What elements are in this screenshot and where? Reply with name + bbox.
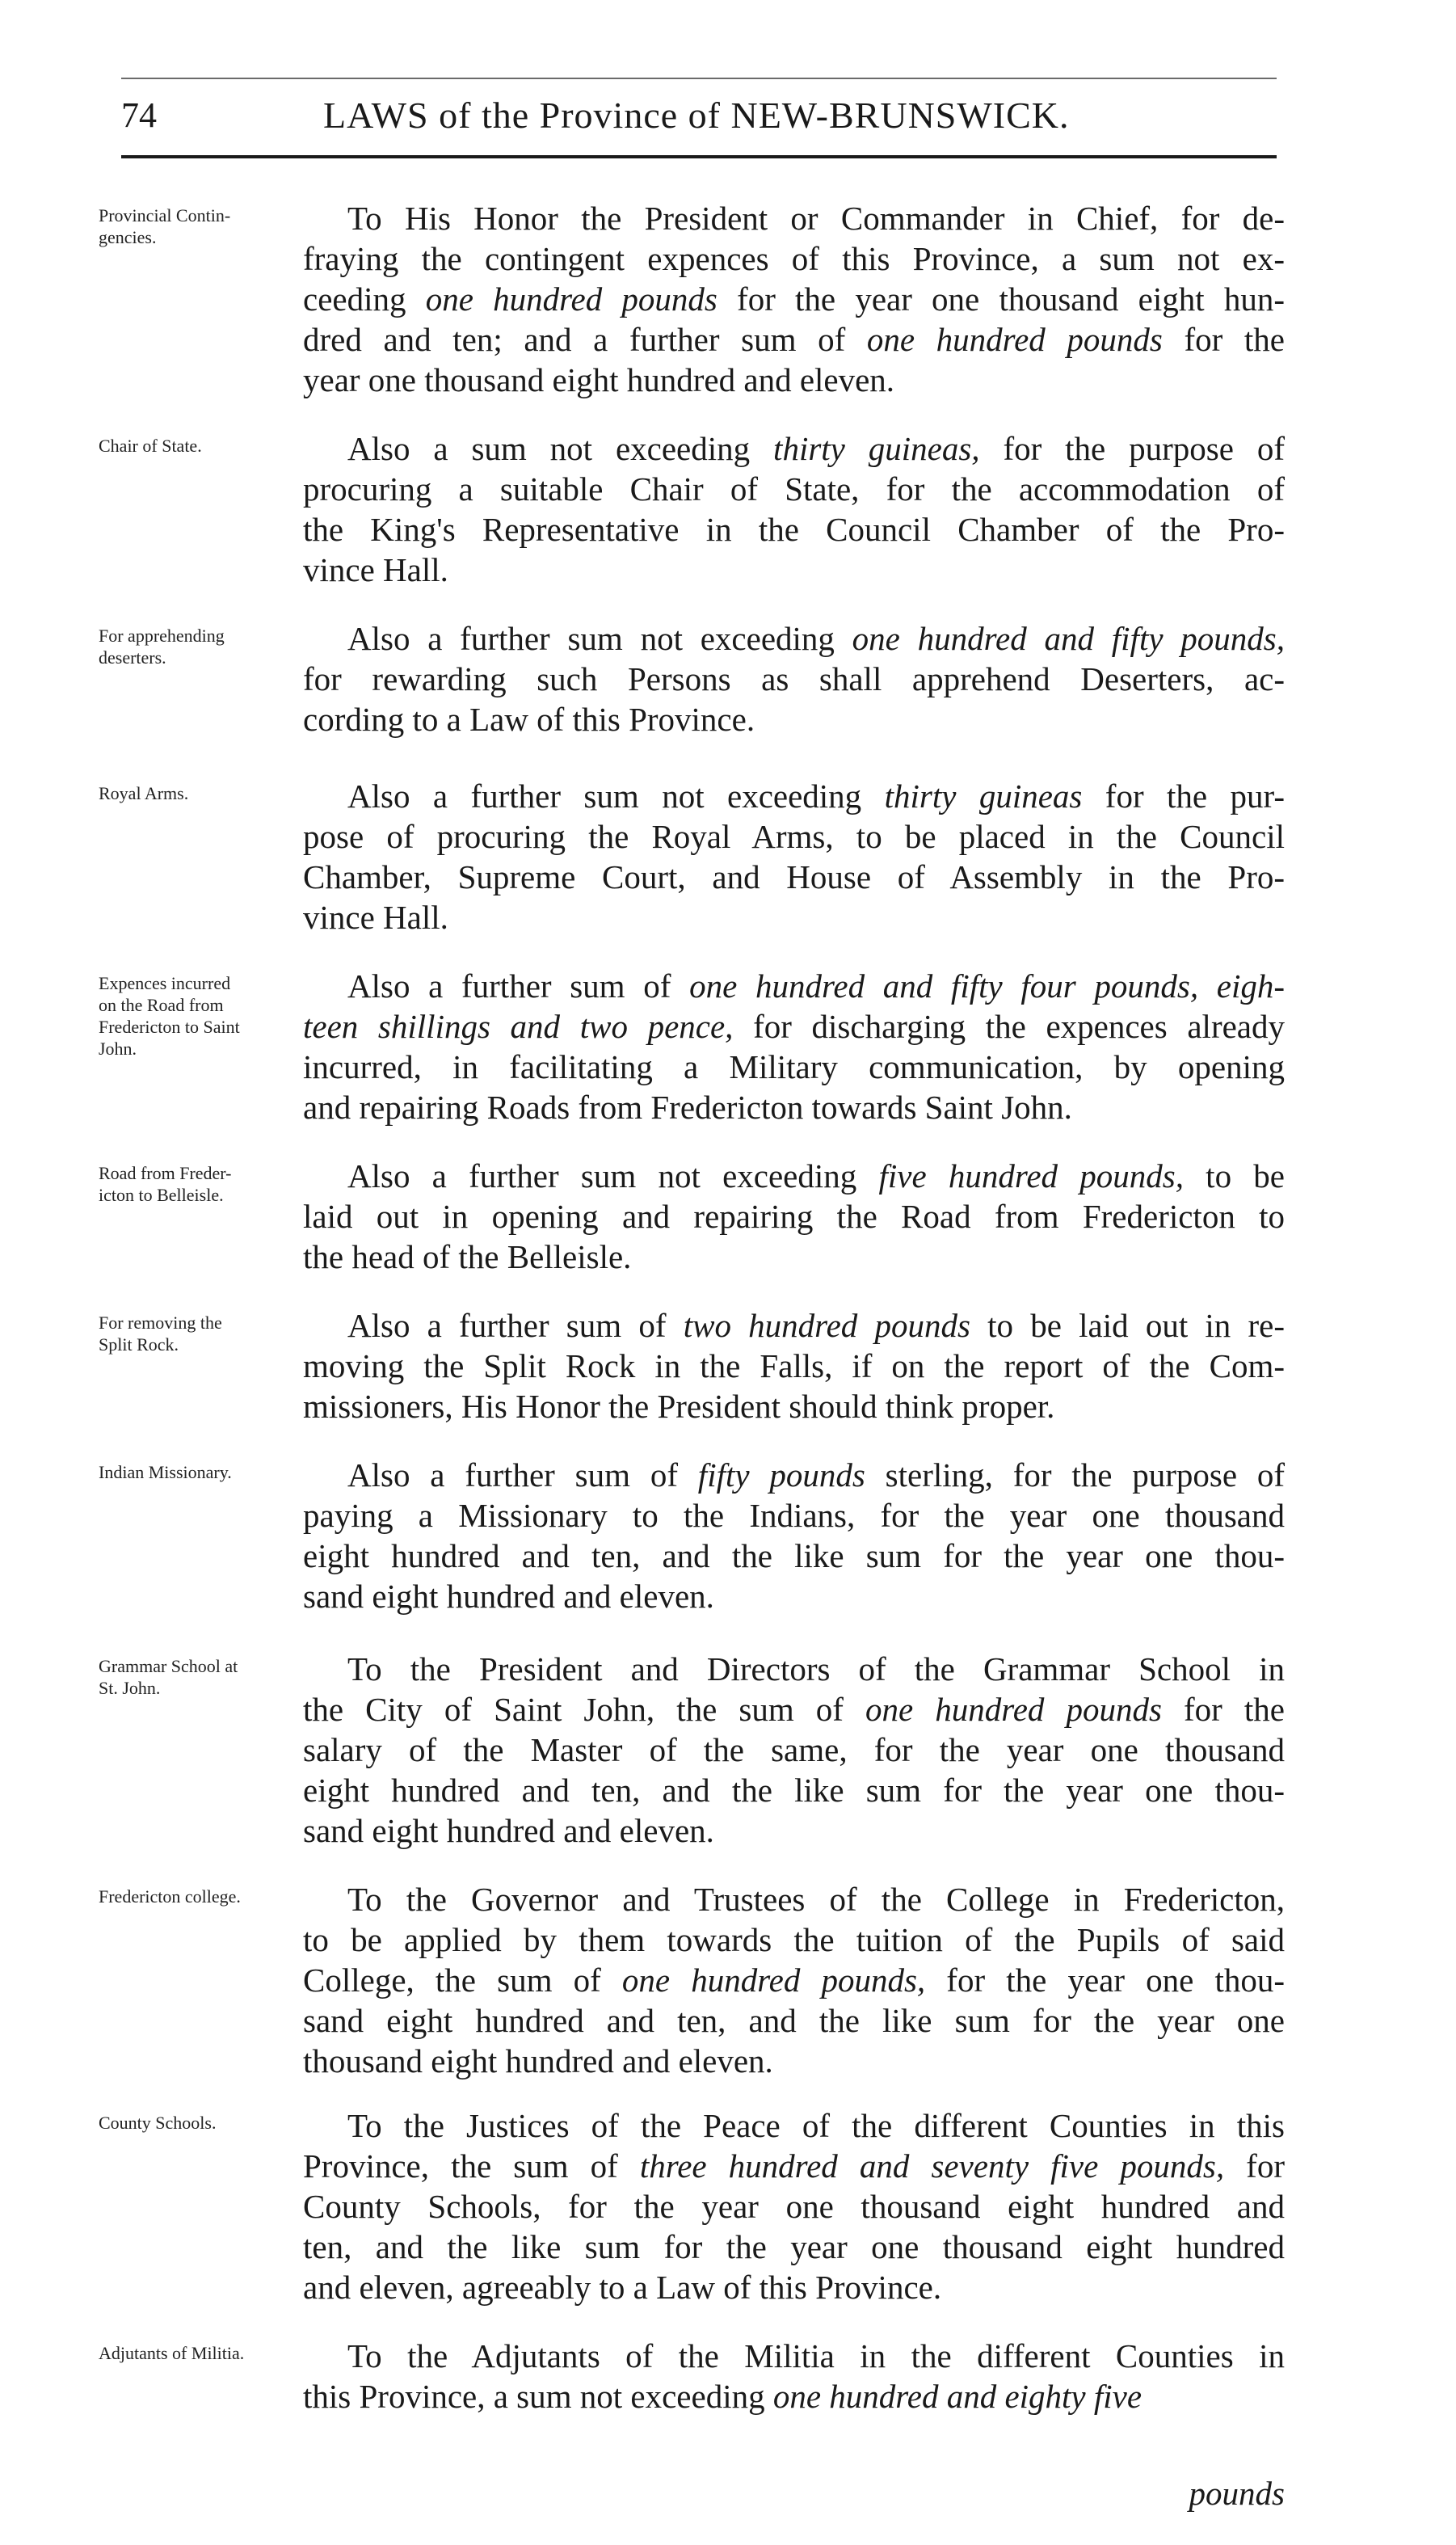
margin-note bbox=[99, 1886, 317, 1907]
text-line: moving the Split Rock in the Falls, if on the report of the Com- bbox=[303, 1347, 1285, 1384]
text-line: procuring a suitable Chair of State, for the accommodation of bbox=[303, 470, 1285, 508]
text-line: To the Governor and Trustees of the College in Fredericton, bbox=[347, 1881, 1285, 1918]
text-line: this Province, a sum not exceeding one hundred and eighty five bbox=[303, 2378, 1142, 2415]
text-line: the City of Saint John, the sum of one hundred pounds for the bbox=[303, 1691, 1285, 1728]
text-line: eight hundred and ten, and the like sum for the year one thou- bbox=[303, 1772, 1285, 1809]
catchword: pounds bbox=[1189, 2475, 1285, 2512]
text-line: College, the sum of one hundred pounds, for the year one thou- bbox=[303, 1961, 1285, 1999]
text-line: missioners, His Honor the President should think proper. bbox=[303, 1388, 1055, 1425]
text-line: sand eight hundred and eleven. bbox=[303, 1578, 714, 1615]
text-line: To His Honor the President or Commander in Chief, for de- bbox=[347, 200, 1285, 237]
text-line: To the Justices of the Peace of the different Counties in this bbox=[347, 2107, 1285, 2144]
margin-note-line: Split Rock. bbox=[99, 1334, 179, 1355]
margin-note-line: Fredericton college. bbox=[99, 1886, 241, 1907]
margin-note bbox=[99, 625, 317, 668]
text-line: To the Adjutants of the Militia in the different Counties in bbox=[347, 2337, 1285, 2374]
text-line: year one thousand eight hundred and eleven. bbox=[303, 361, 895, 398]
text-line: the head of the Belleisle. bbox=[303, 1238, 632, 1275]
text-line: Province, the sum of three hundred and seventy five pounds, for bbox=[303, 2147, 1285, 2185]
text-line: dred and ten; and a further sum of one hundred pounds for the bbox=[303, 321, 1285, 358]
margin-note bbox=[99, 435, 317, 457]
margin-note-line: Indian Missionary. bbox=[99, 1462, 232, 1482]
text-line: salary of the Master of the same, for the year one thousand bbox=[303, 1731, 1285, 1768]
margin-note bbox=[99, 1461, 317, 1483]
paragraph bbox=[303, 1156, 1285, 1277]
paragraph bbox=[303, 966, 1285, 1127]
margin-note-line: John. bbox=[99, 1039, 137, 1059]
text-line: fraying the contingent expences of this Province, a sum not ex- bbox=[303, 240, 1285, 277]
margin-note-line: Adjutants of Militia. bbox=[99, 2343, 245, 2363]
text-line: and repairing Roads from Fredericton towards Saint John. bbox=[303, 1089, 1072, 1126]
margin-note-line: gencies. bbox=[99, 227, 157, 247]
margin-note bbox=[99, 204, 317, 248]
text-line: Also a sum not exceeding thirty guineas, for the purpose of bbox=[347, 430, 1285, 467]
text-line: for rewarding such Persons as shall apprehend Deserters, ac- bbox=[303, 660, 1285, 697]
catchword-block bbox=[303, 2473, 1285, 2513]
text-line: Also a further sum of one hundred and fifty four pounds, eigh- bbox=[347, 967, 1286, 1005]
paragraph bbox=[303, 618, 1285, 739]
text-line: Also a further sum of two hundred pounds to be laid out in re- bbox=[347, 1307, 1286, 1344]
running-header bbox=[121, 95, 1277, 136]
paragraph bbox=[303, 1879, 1285, 2081]
text-line: Chamber, Supreme Court, and House of Assembly in the Pro- bbox=[303, 858, 1285, 895]
paragraph bbox=[303, 1649, 1285, 1851]
margin-note-line: Grammar School at bbox=[99, 1656, 238, 1676]
paragraph bbox=[303, 2336, 1285, 2416]
text-line: sand eight hundred and eleven. bbox=[303, 1812, 714, 1849]
margin-note bbox=[99, 2112, 317, 2134]
page-title: LAWS of the Province of NEW-BRUNSWICK. bbox=[323, 95, 1070, 136]
margin-note-line: Fredericton to Saint bbox=[99, 1017, 240, 1037]
page-number: 74 bbox=[121, 95, 157, 135]
margin-note-line: Road from Freder- bbox=[99, 1163, 232, 1183]
margin-note-line: Chair of State. bbox=[99, 436, 202, 456]
paragraph bbox=[303, 2105, 1285, 2307]
margin-note-line: For apprehending bbox=[99, 626, 225, 646]
text-line: to be applied by them towards the tuition of the Pupils of said bbox=[303, 1921, 1285, 1958]
text-line: vince Hall. bbox=[303, 551, 448, 588]
margin-note-line: Expences incurred bbox=[99, 973, 231, 993]
text-line: and eleven, agreeably to a Law of this Province. bbox=[303, 2269, 942, 2306]
text-line: sand eight hundred and ten, and the like sum for the year one bbox=[303, 2002, 1285, 2039]
text-line: To the President and Directors of the Grammar School in bbox=[347, 1650, 1285, 1688]
text-line: vince Hall. bbox=[303, 899, 448, 936]
text-line: cording to a Law of this Province. bbox=[303, 701, 755, 738]
text-line: thousand eight hundred and eleven. bbox=[303, 2042, 773, 2079]
margin-note-line: deserters. bbox=[99, 647, 166, 668]
margin-note-line: on the Road from bbox=[99, 995, 224, 1015]
text-line: the King's Representative in the Council Chamber of the Pro- bbox=[303, 511, 1285, 548]
paragraph bbox=[303, 1305, 1285, 1426]
margin-note-line: Provincial Contin- bbox=[99, 205, 231, 225]
text-line: paying a Missionary to the Indians, for the year one thousand bbox=[303, 1497, 1285, 1534]
paragraph bbox=[303, 198, 1285, 400]
margin-note-line: icton to Belleisle. bbox=[99, 1185, 224, 1205]
text-line: ten, and the like sum for the year one thousand eight hundred bbox=[303, 2228, 1285, 2265]
text-line: pose of procuring the Royal Arms, to be placed in the Council bbox=[303, 818, 1285, 855]
text-line: eight hundred and ten, and the like sum for the year one thou- bbox=[303, 1537, 1285, 1574]
text-line: laid out in opening and repairing the Road from Fredericton to bbox=[303, 1198, 1285, 1235]
paragraph bbox=[303, 428, 1285, 590]
header-rule bbox=[121, 155, 1277, 158]
text-line: incurred, in facilitating a Military communication, by opening bbox=[303, 1048, 1285, 1085]
text-line: Also a further sum of fifty pounds sterling, for the purpose of bbox=[347, 1456, 1286, 1494]
text-line: Also a further sum not exceeding five hundred pounds, to be bbox=[347, 1157, 1285, 1195]
top-rule bbox=[121, 78, 1277, 79]
margin-note bbox=[99, 782, 317, 804]
text-line: teen shillings and two pence, for discharging the expences already bbox=[303, 1008, 1286, 1045]
margin-note bbox=[99, 2342, 317, 2364]
margin-note-line: For removing the bbox=[99, 1313, 222, 1333]
margin-note bbox=[99, 1655, 317, 1699]
margin-note bbox=[99, 1162, 317, 1206]
margin-note-line: Royal Arms. bbox=[99, 783, 189, 803]
margin-note bbox=[99, 972, 317, 1060]
margin-note-line: County Schools. bbox=[99, 2113, 217, 2133]
margin-note bbox=[99, 1312, 317, 1355]
text-line: Also a further sum not exceeding one hundred and fifty pounds, bbox=[347, 620, 1285, 657]
text-line: County Schools, for the year one thousand eight hundred and bbox=[303, 2188, 1285, 2225]
margin-note-line: St. John. bbox=[99, 1678, 161, 1698]
paragraph bbox=[303, 1455, 1285, 1616]
text-line: Also a further sum not exceeding thirty guineas for the pur- bbox=[347, 777, 1286, 815]
text-line: ceeding one hundred pounds for the year one thousand eight hun- bbox=[303, 280, 1286, 318]
paragraph bbox=[303, 776, 1285, 938]
